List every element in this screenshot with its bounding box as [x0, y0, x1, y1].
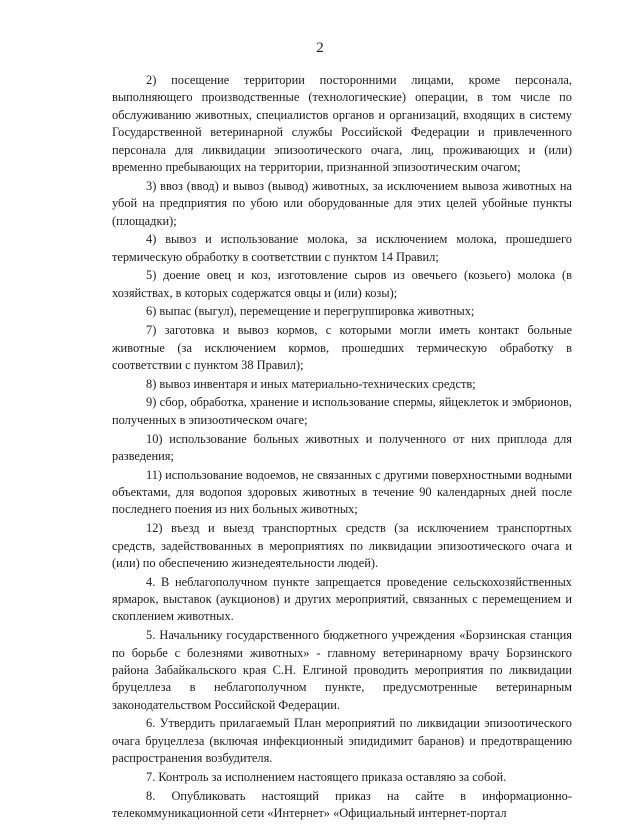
- paragraph-2: 2) посещение территории посторонними лицами, кроме персонала, выполняющего производственные (технологические) операции, в том числе по обслуживанию животных, специалистов органов и организаций, входящих в систему Государственной ветеринарной службы Российской Федерации и привлеченного персонала для ликвидации эпизоотического очага, лиц, проживающих и (или) временно пребывающих на территории, признанной эпизоотическим очагом;: [112, 73, 572, 175]
- page-number: 2: [316, 40, 324, 56]
- paragraph-12: 12) въезд и выезд транспортных средств (за исключением транспортных средств, задействованных в мероприятиях по ликвидации эпизоотического очага и (или) по обеспечению жизнедеятельности людей).: [112, 521, 572, 570]
- paragraph-3: 3) ввоз (ввод) и вывоз (вывод) животных, за исключением вывоза животных на убой на предприятия по убою или оборудованные для этих целей убойные пункты (площадки);: [112, 178, 572, 228]
- paragraph-7: 7) заготовка и вывоз кормов, с которыми могли иметь контакт больные животные (за исключением кормов, прошедших термическую обработку в соответствии с пунктом 38 Правил);: [112, 323, 572, 372]
- paragraph-6: 6) выпас (выгул), перемещение и перегруппировка животных;: [146, 304, 475, 319]
- clause-4: 4. В неблагополучном пункте запрещается проведение сельскохозяйственных ярмарок, выставок (аукционов) и других мероприятий, связанных с перемещением и скоплением животных.: [112, 574, 572, 624]
- clause-6: 6. Утвердить прилагаемый План мероприятий по ликвидации эпизоотического очага бруцеллеза (включая инфекционный эпидидимит баранов) и предотвращению распространения возбудителя.: [112, 716, 572, 766]
- paragraph-5: 5) доение овец и коз, изготовление сыров из овечьего (козьего) молока (в хозяйствах, в которых содержатся овцы и (или) козы);: [112, 268, 572, 300]
- paragraph-11: 11) использование водоемов, не связанных с другими поверхностными водными объектами, для водопоя здоровых животных в течение 90 календарных дней после последнего поения из них больных животных;: [112, 467, 572, 517]
- paragraph-9: 9) сбор, обработка, хранение и использование спермы, яйцеклеток и эмбрионов, полученных в эпизоотическом очаге;: [112, 395, 572, 427]
- clause-7: 7. Контроль за исполнением настоящего приказа оставляю за собой.: [146, 770, 507, 784]
- paragraph-4: 4) вывоз и использование молока, за исключением молока, прошедшего термическую обработку в соответствии с пунктом 14 Правил;: [112, 232, 572, 264]
- paragraph-8: 8) вывоз инвентаря и иных материально-технических средств;: [146, 376, 476, 391]
- document-body: [112, 72, 572, 824]
- clause-8: 8. Опубликовать настоящий приказ на сайте в информационно-телекоммуникационной сети «Интернет» «Официальный интернет-портал: [112, 788, 572, 821]
- clause-5: 5. Начальнику государственного бюджетного учреждения «Борзинская станция по борьбе с болезнями животных» - главному ветеринарному врачу Борзинского района Забайкальского края С.Н. Елгиной проводить мероприятия по ликвидации бруцеллеза в неблагополучном пункте, предусмотренные ветеринарным законодательством Российской Федерации.: [112, 628, 572, 712]
- paragraph-10: 10) использование больных животных и полученного от них приплода для разведения;: [112, 431, 572, 463]
